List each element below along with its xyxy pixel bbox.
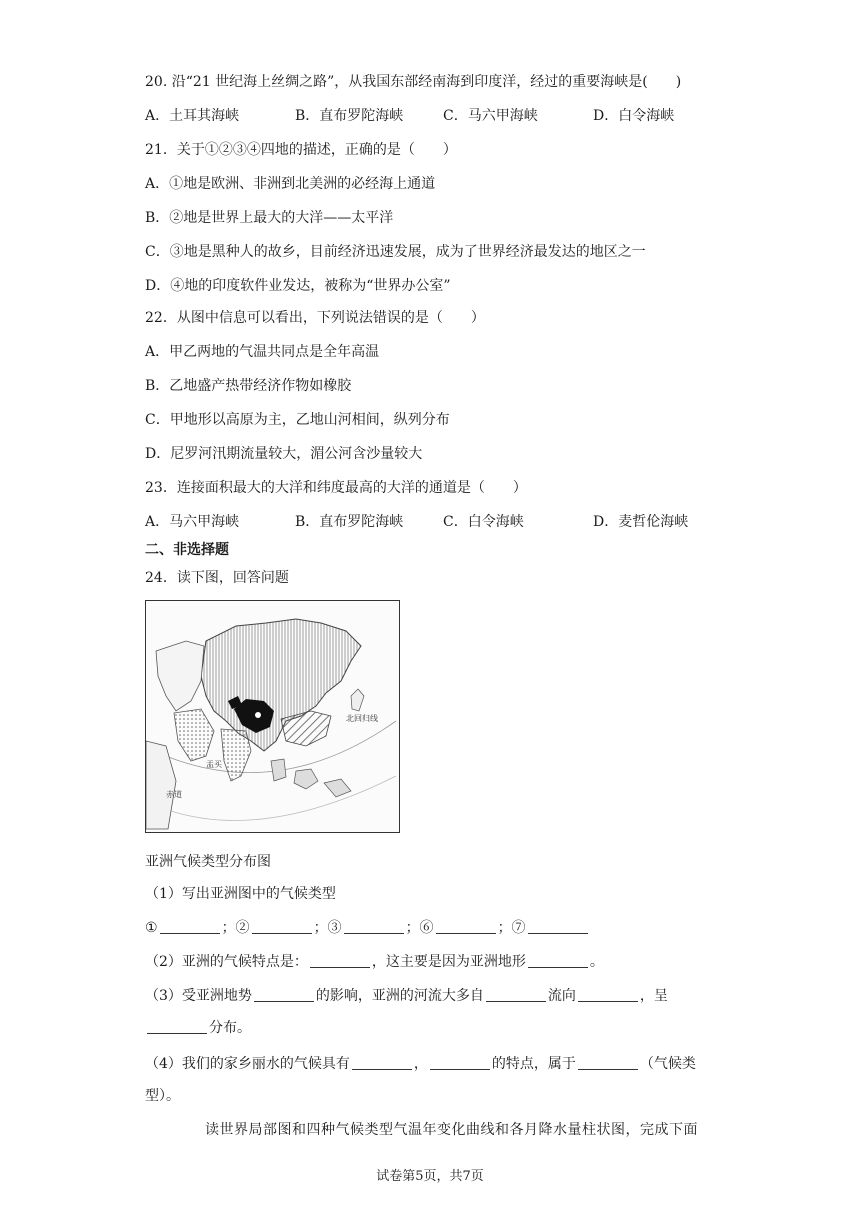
q20-option-b: B．直布罗陀海峡: [295, 108, 404, 124]
q23-stem: 23．连接面积最大的大洋和纬度最高的大洋的通道是（ ）: [145, 480, 527, 496]
q23-option-a: A．马六甲海峡: [145, 514, 240, 530]
q20-option-a: A．土耳其海峡: [145, 108, 240, 124]
map-label-a: 盂买: [206, 760, 222, 769]
q21-stem: 21．关于①②③④四地的描述，正确的是（ ）: [145, 142, 457, 158]
section-title: 二、非选择题: [145, 542, 229, 558]
q21-option-c: C．③地是黑种人的故乡，目前经济迅速发展，成为了世界经济最发达的地区之一: [145, 244, 646, 260]
q24-part3-line1: （3）受亚洲地势 的影响，亚洲的河流大多自 流向 ，呈: [145, 988, 668, 1004]
q20-stem: 20. 沿“21 世纪海上丝绸之路”，从我国东部经南海到印度洋，经过的重要海峡是( ): [145, 74, 682, 90]
q21-option-b: B．②地是世界上最大的大洋——太平洋: [145, 210, 394, 226]
q20-options: [145, 106, 725, 126]
q24-part1-title: （1）写出亚洲图中的气候类型: [145, 886, 336, 902]
asia-climate-map: [145, 600, 400, 833]
q22-option-a: A．甲乙两地的气温共同点是全年高温: [145, 344, 380, 360]
latitude-arc-lower: [171, 776, 396, 820]
map-label-tropic: 北回归线: [346, 714, 378, 723]
q21-option-d: D．④地的印度软件业发达，被称为“世界办公室”: [145, 278, 451, 294]
arabia-region: [174, 709, 214, 761]
q23-options: [145, 512, 725, 532]
q24-stem: 24．读下图，回答问题: [145, 570, 289, 586]
q21-option-a: A．①地是欧洲、非洲到北美洲的必经海上通道: [145, 176, 436, 192]
q24-part4-line2: 型）。: [145, 1088, 180, 1104]
q24-part2: （2）亚洲的气候特点是： ，这主要是因为亚洲地形 。: [145, 954, 604, 970]
map-caption: 亚洲气候类型分布图: [145, 854, 271, 870]
q20-option-d: D．白令海峡: [593, 108, 675, 124]
q22-stem: 22．从图中信息可以看出，下列说法错误的是（ ）: [145, 310, 485, 326]
europe-landmass: [156, 641, 204, 711]
page-footer: 试卷第5页，共7页: [376, 1169, 484, 1184]
map-label-b: 赤道: [166, 790, 182, 799]
q22-option-c: C．甲地形以高原为主，乙地山河相间，纵列分布: [145, 412, 450, 428]
q24-part3-line2: 分布。: [145, 1018, 251, 1038]
africa-edge: [146, 741, 176, 829]
q23-option-d: D．麦哲伦海峡: [593, 514, 689, 530]
q23-option-b: B．直布罗陀海峡: [295, 514, 404, 530]
india-region: [221, 729, 251, 781]
q24-part4-line1: （4）我们的家乡丽水的气候具有 ， 的特点，属于 （气候类: [145, 1056, 696, 1072]
q22-option-d: D．尼罗河汛期流量较大，湄公河含沙量较大: [145, 446, 423, 462]
q20-option-c: C．马六甲海峡: [443, 108, 538, 124]
next-question-intro: 读世界局部图和四种气候类型气温年变化曲线和各月降水量柱状图，完成下面: [205, 1122, 698, 1138]
q23-option-c: C．白令海峡: [443, 514, 524, 530]
q24-part1-blanks: ① ；② ；③ ；⑥ ；⑦: [145, 918, 590, 938]
q22-option-b: B．乙地盛产热带经济作物如橡胶: [145, 378, 352, 394]
